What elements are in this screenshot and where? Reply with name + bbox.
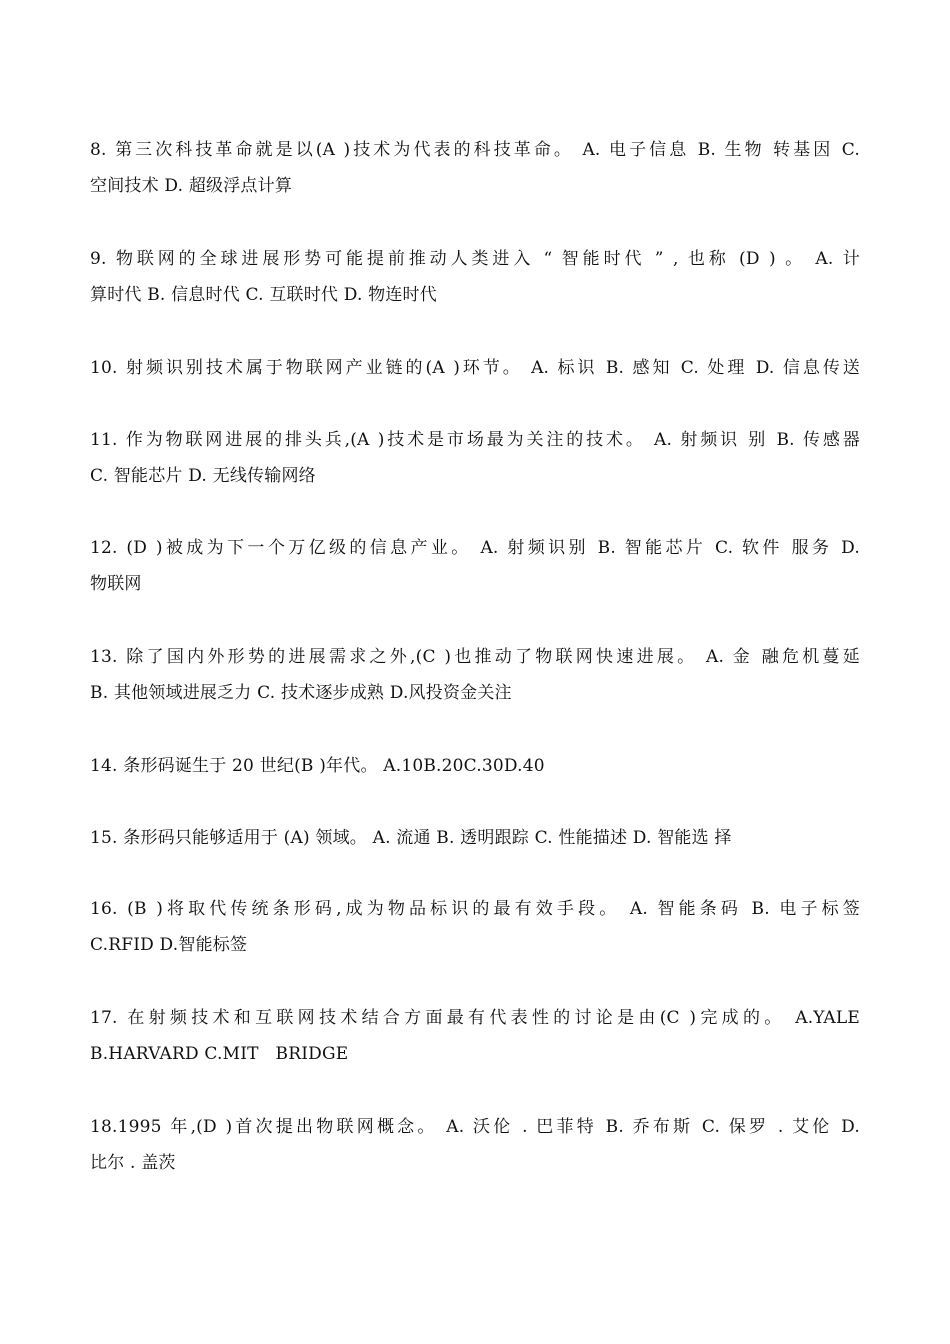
question-16-line-2: C.RFID D.智能标签 [90,935,248,955]
question-16 [90,891,860,963]
question-17-line-2: B.HARVARD C.MIT BRIDGE [90,1044,349,1064]
question-9-line-1: 9. 物联网的全球进展形势可能提前推动人类进入 “ 智能时代 ” , 也称 (D ) 。 A. 计 [90,249,860,269]
question-15 [90,820,860,856]
question-12 [90,530,860,602]
question-9-line-2: 算时代 B. 信息时代 C. 互联时代 D. 物连时代 [90,285,437,305]
question-12-line-1: 12. (D )被成为下一个万亿级的信息产业。 A. 射频识别 B. 智能芯片 C. 软件 服务 D. [90,538,860,558]
question-14-line-1: 14. 条形码诞生于 20 世纪(B )年代。 A.10B.20C.30D.40 [90,756,545,776]
question-18-line-1: 18.1995 年,(D )首次提出物联网概念。 A. 沃伦 . 巴菲特 B. 乔布斯 C. 保罗 . 艾伦 D. [90,1117,860,1137]
question-11 [90,422,860,494]
question-16-line-1: 16. (B )将取代传统条形码,成为物品标识的最有效手段。 A. 智能条码 B. 电子标签 [90,899,860,919]
question-13-line-1: 13. 除了国内外形势的进展需求之外,(C )也推动了物联网快速进展。 A. 金 融危机蔓延 [90,647,860,667]
question-18-line-2: 比尔 . 盖茨 [90,1153,176,1173]
question-14 [90,748,860,784]
question-10-line-1: 10. 射频识别技术属于物联网产业链的(A )环节。 A. 标识 B. 感知 C. 处理 D. 信息传送 [90,358,860,378]
question-18 [90,1109,860,1181]
question-8-line-1: 8. 第三次科技革命就是以(A )技术为代表的科技革命。 A. 电子信息 B. 生物 转基因 C. [90,140,860,160]
question-11-line-1: 11. 作为物联网进展的排头兵,(A )技术是市场最为关注的技术。 A. 射频识 别 B. 传感器 [90,430,860,450]
question-12-line-2: 物联网 [90,574,142,594]
question-10 [90,350,860,386]
question-8-line-2: 空间技术 D. 超级浮点计算 [90,176,293,196]
question-13-line-2: B. 其他领域进展乏力 C. 技术逐步成熟 D.风投资金关注 [90,683,512,703]
question-17 [90,1000,860,1072]
question-8 [90,132,860,204]
question-17-line-1: 17. 在射频技术和互联网技术结合方面最有代表性的讨论是由(C )完成的。 A.YALE [90,1008,860,1028]
question-15-line-1: 15. 条形码只能够适用于 (A) 领域。 A. 流通 B. 透明跟踪 C. 性能描述 D. 智能选 择 [90,828,732,848]
question-9 [90,241,860,313]
question-13 [90,639,860,711]
question-11-line-2: C. 智能芯片 D. 无线传输网络 [90,466,316,486]
